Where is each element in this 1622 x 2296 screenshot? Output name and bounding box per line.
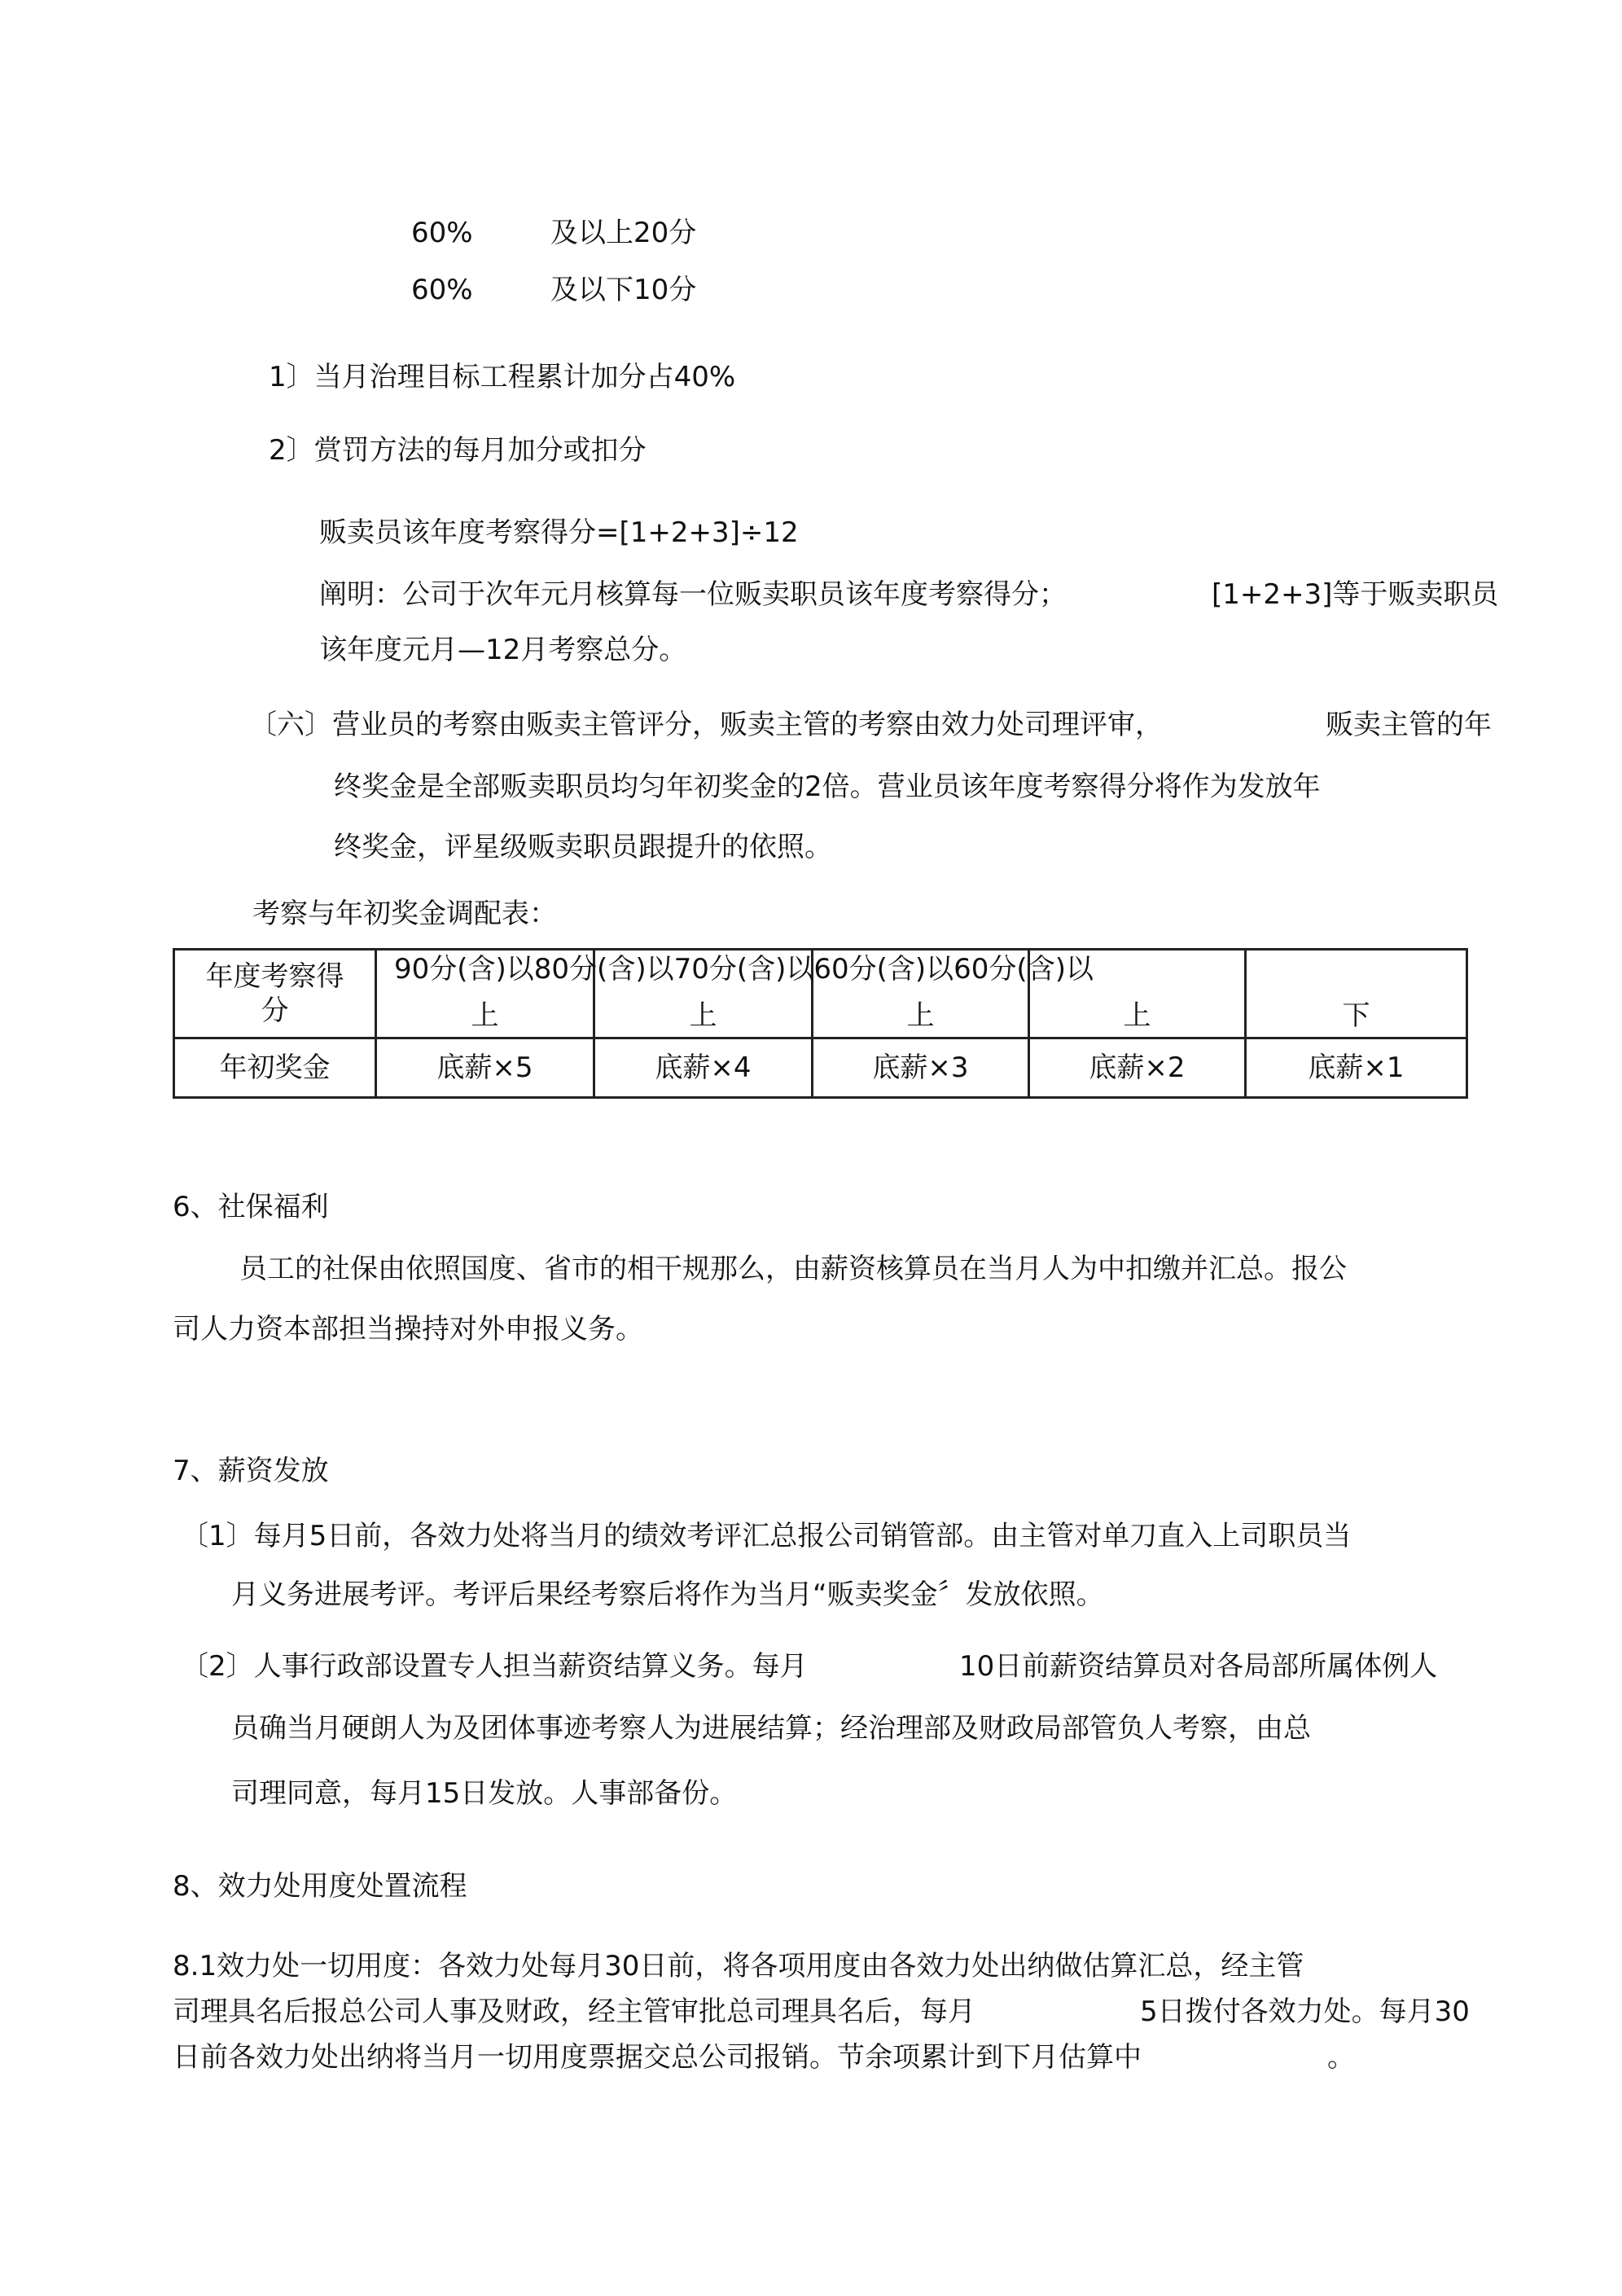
section-6-para-1: 员工的社保由依照国度、省市的相干规那么，由薪资核算员在当月人为中扣缴并汇总。报公	[239, 1253, 1347, 1285]
header-lower-1: 上	[471, 999, 499, 1032]
header-cell-score	[174, 950, 376, 1038]
section-8-1-line-3a: 日前各效力处出纳将当月一切用度票据交总公司报销。节余项累计到下月估算中	[173, 2041, 1142, 2074]
section-7-item-1b: 月义务进展考评。考评后果经考察后将作为当月“贩卖奖金〞发放依照。	[231, 1578, 1104, 1611]
section-7-heading: 7、薪资发放	[173, 1455, 329, 1487]
header-lower-3: 上	[906, 999, 935, 1032]
table-row	[174, 1038, 1467, 1098]
section-8-1-line-3b: 。	[1327, 2041, 1355, 2074]
section-7-item-1a: 〔1〕每月5日前，各效力处将当月的绩效考评汇总报公司销管部。由主管对单刀直入上司职员当	[181, 1520, 1352, 1552]
section-7-item-2a: 〔2〕人事行政部设置专人担当薪资结算义务。每月	[181, 1650, 808, 1683]
section-8-1-line-2a: 司理具名后报总公司人事及财政，经主管审批总司理具名后，每月	[173, 1995, 975, 2028]
header-lower-2: 上	[689, 999, 717, 1032]
score-line-1-pct: 60%	[411, 217, 473, 249]
section-8-heading: 8、效力处用度处置流程	[173, 1870, 467, 1903]
section-7-item-2c: 员确当月硬朗人为及团体事迹考察人为进展结算；经治理部及财政局部管负人考察，由总	[231, 1712, 1311, 1745]
row-value-3: 底薪×3	[813, 1038, 1029, 1098]
explanation-c: 该年度元月—12月考察总分。	[319, 634, 687, 666]
row-label: 年初奖金	[174, 1038, 376, 1098]
item-1: 1〕当月治理目标工程累计加分占40%	[269, 361, 736, 393]
section-six-d: 终奖金，评星级贩卖职员跟提升的依照。	[334, 831, 832, 863]
score-line-1-text: 及以上20分	[550, 217, 697, 249]
explanation-b: [1+2+3]等于贩卖职员	[1212, 578, 1499, 611]
row-value-5: 底薪×1	[1246, 1038, 1467, 1098]
section-7-item-2d: 司理同意，每月15日发放。人事部备份。	[231, 1777, 738, 1810]
header-overlay-text: 90分(含)以80分(含)以70分(含)以60分(含)以60分(含)以	[394, 953, 1094, 986]
section-6-para-2: 司人力资本部担当操持对外申报义务。	[173, 1313, 643, 1346]
section-6-heading: 6、社保福利	[173, 1191, 329, 1223]
section-8-1-line-2b: 5日拨付各效力处。每月30	[1140, 1995, 1470, 2028]
row-value-2: 底薪×4	[594, 1038, 813, 1098]
header-score-line1: 年度考察得	[205, 960, 344, 993]
row-value-1: 底薪×5	[376, 1038, 594, 1098]
header-score-line2: 分	[261, 994, 289, 1027]
score-line-2-pct: 60%	[411, 274, 473, 306]
section-8-1-line-1: 8.1效力处一切用度：各效力处每月30日前，将各项用度由各效力处出纳做估算汇总，经主管	[173, 1950, 1304, 1982]
section-7-item-2b: 10日前薪资结算员对各局部所属体例人	[959, 1650, 1438, 1683]
header-lower-5: 下	[1342, 999, 1370, 1032]
section-six-b: 贩卖主管的年	[1326, 709, 1492, 741]
row-value-4: 底薪×2	[1029, 1038, 1246, 1098]
score-line-2-text: 及以下10分	[550, 274, 697, 306]
item-2: 2〕赏罚方法的每月加分或扣分	[269, 434, 647, 467]
explanation-a: 阐明：公司于次年元月核算每一位贩卖职员该年度考察得分；	[319, 578, 1067, 611]
header-cell-5	[1246, 950, 1467, 1038]
section-six-a: 〔六〕营业员的考察由贩卖主管评分，贩卖主管的考察由效力处司理评审，	[249, 709, 1163, 741]
formula: 贩卖员该年度考察得分=[1+2+3]÷12	[319, 516, 799, 549]
section-six-c: 终奖金是全部贩卖职员均匀年初奖金的2倍。营业员该年度考察得分将作为发放年	[334, 770, 1321, 803]
header-lower-4: 上	[1123, 999, 1151, 1032]
table-caption: 考察与年初奖金调配表：	[252, 898, 557, 930]
